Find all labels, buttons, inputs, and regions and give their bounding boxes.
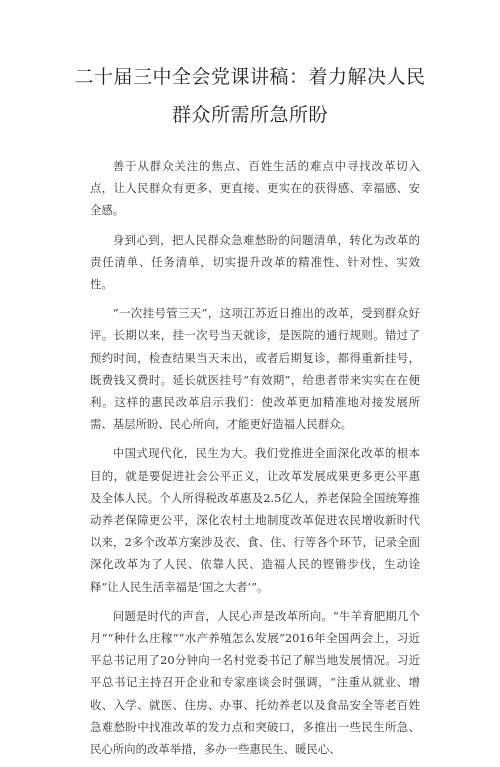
paragraph: 问题是时代的声音，人民心声是改革所向。“牛羊育肥期几个月”“种什么庄稼”“水产养殖怎么发展”2016年全国两会上，习近平总书记用了20分钟向一名村党委书记了解当地发展情况。习近平总书记主持召开企业和专家座谈会时强调，“注重从就业、增收、入学、就医、住房、办事、托幼养老以及食品安全等老百姓急难愁盼中找准改革的发力点和突破口，多推出一些民生所急、民心所向的改革举措，多办一些惠民生、暖民心、 (90, 608, 420, 757)
paragraph: “一次挂号管三天”，这项江苏近日推出的改革，受到群众好评。长期以来，挂一次号当天就诊，是医院的通行规则。错过了预约时间，检查结果当天未出，或者后期复诊，都得重新挂号，既费钱又费时。延长就医挂号“有效期”，给患者带来实实在在便利。这样的惠民改革启示我们：使改革更加精准地对接发展所需、基层所盼、民心所向，才能更好造福人民群众。 (90, 306, 420, 432)
paragraph: 身到心到，把人民群众急难愁盼的问题清单，转化为改革的责任清单、任务清单，切实提升改革的精准性、针对性、实效性。 (90, 232, 420, 292)
document-title-line-1: 二十届三中全会党课讲稿：着力解决人民 (74, 66, 426, 88)
document-title-line-2: 群众所需所急所盼 (171, 104, 328, 126)
paragraph: 善于从群众关注的焦点、百姓生活的难点中寻找改革切入点，让人民群众有更多、更直接、更实在的获得感、幸福感、安全感。 (90, 159, 420, 218)
paragraph: 中国式现代化，民生为大。我们党推进全面深化改革的根本目的，就是要促进社会公平正义，让改革发展成果更多更公平惠及全体人民。个人所得税改革惠及2.5亿人，养老保险全国统筹推动养老保障更公平，深化农村土地制度改革促进农民增收新时代以来，2多个改革方案涉及衣、食、住、行等各个环节，记录全面深化改革为了人民、依靠人民、造福人民的铿锵步伐，生动诠释“让人民生活幸福是‘国之大者’”。 (90, 446, 420, 594)
document-body (90, 155, 420, 767)
